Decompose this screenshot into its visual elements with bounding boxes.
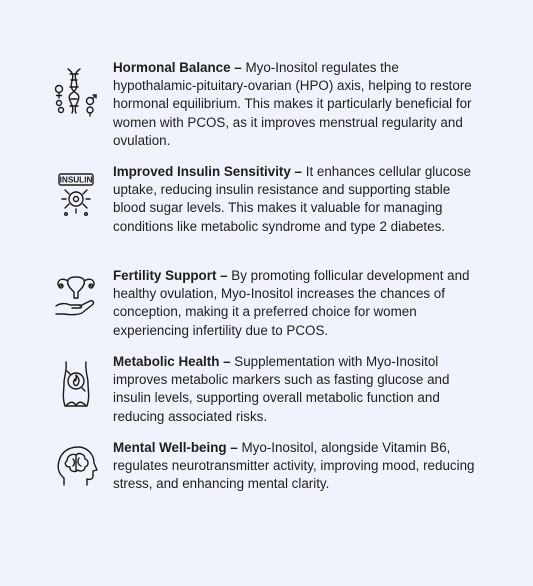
benefit-title: Hormonal Balance – [113,60,242,75]
brain-head-icon [50,441,102,493]
metabolism-body-icon [50,359,102,411]
benefit-title: Improved Insulin Sensitivity – [113,164,303,179]
insulin-icon-label: INSULIN [59,175,93,185]
benefit-body: Myo-Inositol, alongside Vitamin B6, regulates neurotransmitter activity, improving mood, reducing stress, and enhancing mental clarity. [113,440,475,492]
dna-gender-icon [50,65,102,117]
benefit-title: Mental Well-being – [113,440,238,455]
benefit-text [113,439,475,494]
uterus-hand-icon [50,270,102,322]
benefit-body: Myo-Inositol regulates the hypothalamic-pituitary-ovarian (HPO) axis, helping to restore hormonal equilibrium. This makes it particularly beneficial for women with PCOS, as it improves menstrual regularity and ovulation. [113,60,472,148]
benefit-title: Metabolic Health – [113,354,231,369]
insulin-cell-icon [50,167,102,219]
benefit-body: By promoting follicular development and healthy ovulation, Myo-Inositol increases the chances of conception, making it a preferred choice for women experiencing infertility due to PCOS. [113,268,470,338]
benefit-text [113,353,475,426]
benefit-body: It enhances cellular glucose uptake, reducing insulin resistance and supporting stable blood sugar levels. This makes it valuable for managing conditions like metabolic syndrome and type 2 diabetes. [113,164,471,234]
benefit-text [113,163,475,236]
benefit-body: Supplementation with Myo-Inositol improves metabolic markers such as fasting glucose and insulin levels, supporting overall metabolic function and reducing associated risks. [113,354,450,424]
benefit-title: Fertility Support – [113,268,228,283]
benefit-text [113,267,475,340]
benefit-text [113,59,475,150]
